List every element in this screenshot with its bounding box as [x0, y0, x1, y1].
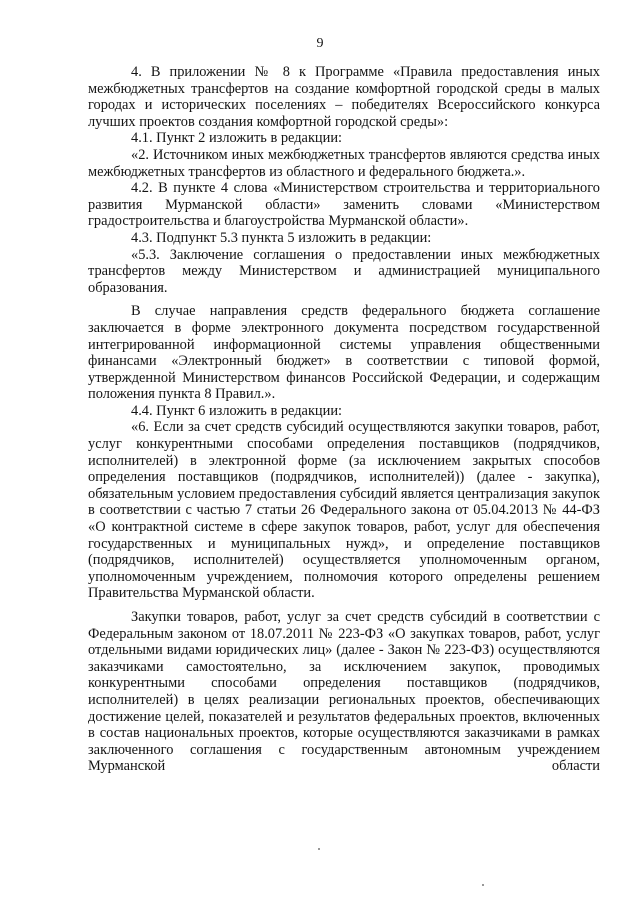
paragraph-4-1: 4.1. Пункт 2 изложить в редакции: [131, 130, 343, 147]
paragraph-4-4: 4.4. Пункт 6 изложить в редакции: [131, 402, 343, 419]
paragraph-4-intro: 4. В приложении № 8 к Программе «Правила предоставления иных межбюджетных трансфертов на создание комфортной городской среды в малых городах и исторических поселениях – победителях Всероссийского конкурса лучших проектов создания комфортной городской среды»: [88, 64, 600, 130]
page-number: 9 [316, 36, 324, 51]
document-body [88, 64, 600, 775]
paragraph-6-text: «6. Если за счет средств субсидий осуществляются закупки товаров, работ, услуг конкурентными способами определения поставщиков (подрядчиков, исполнителей) в электронной форме (за исключением закрытых способов определения поставщиков (подрядчиков, исполнителей)) (далее - закупка), обязательным условием предоставления субсидий является централизация закупок в соответствии с частью 7 статьи 26 Федерального закона от 05.04.2013 № 44-ФЗ «О контрактной системе в сфере закупок товаров, работ, услуг для обеспечения государственных и муниципальных нужд», и определение поставщиков (подрядчиков, исполнителей) осуществляется уполномоченным органом, уполномоченным учреждением, полномочия которого определены решением Правительства Мурманской области. [88, 419, 600, 602]
paragraph-4-1-text: «2. Источником иных межбюджетных трансфертов являются средства иных межбюджетных трансфертов из областного и федерального бюджета.». [88, 146, 600, 180]
scan-speck [482, 884, 484, 886]
scan-speck [318, 848, 320, 850]
paragraph-procurement: Закупки товаров, работ, услуг за счет средств субсидий в соответствии с Федеральным законом от 18.07.2011 № 223-ФЗ «О закупках товаров, работ, услуг отдельными видами юридических лиц» (далее - Закон № 223-ФЗ) осуществляются заказчиками самостоятельно, за исключением закупок, проводимых конкурентными способами определения поставщиков (подрядчиков, исполнителей) в целях реализации региональных проектов, обеспечивающих достижение целей, показателей и результатов федеральных проектов, включенных в состав национальных проектов, которые осуществляются заказчиками в рамках заключенного соглашения с государственным автономным учреждением Мурманской области [88, 609, 600, 775]
paragraph-4-2: 4.2. В пункте 4 слова «Министерством строительства и территориального развития Мурманской области» заменить словами «Министерством градостроительства и благоустройства Мурманской области». [88, 180, 600, 230]
paragraph-5-3-text: «5.3. Заключение соглашения о предоставлении иных межбюджетных трансфертов между Министерством и администрацией муниципального образования. [88, 246, 600, 296]
paragraph-4-3: 4.3. Подпункт 5.3 пункта 5 изложить в редакции: [131, 229, 432, 246]
paragraph-federal-budget: В случае направления средств федерального бюджета соглашение заключается в форме электронного документа посредством государственной интегрированной информационной системы управления общественными финансами «Электронный бюджет» в соответствии с типовой формой, утвержденной Министерством финансов Российской Федерации, и содержащим положения пункта 8 Правил.». [88, 303, 600, 403]
